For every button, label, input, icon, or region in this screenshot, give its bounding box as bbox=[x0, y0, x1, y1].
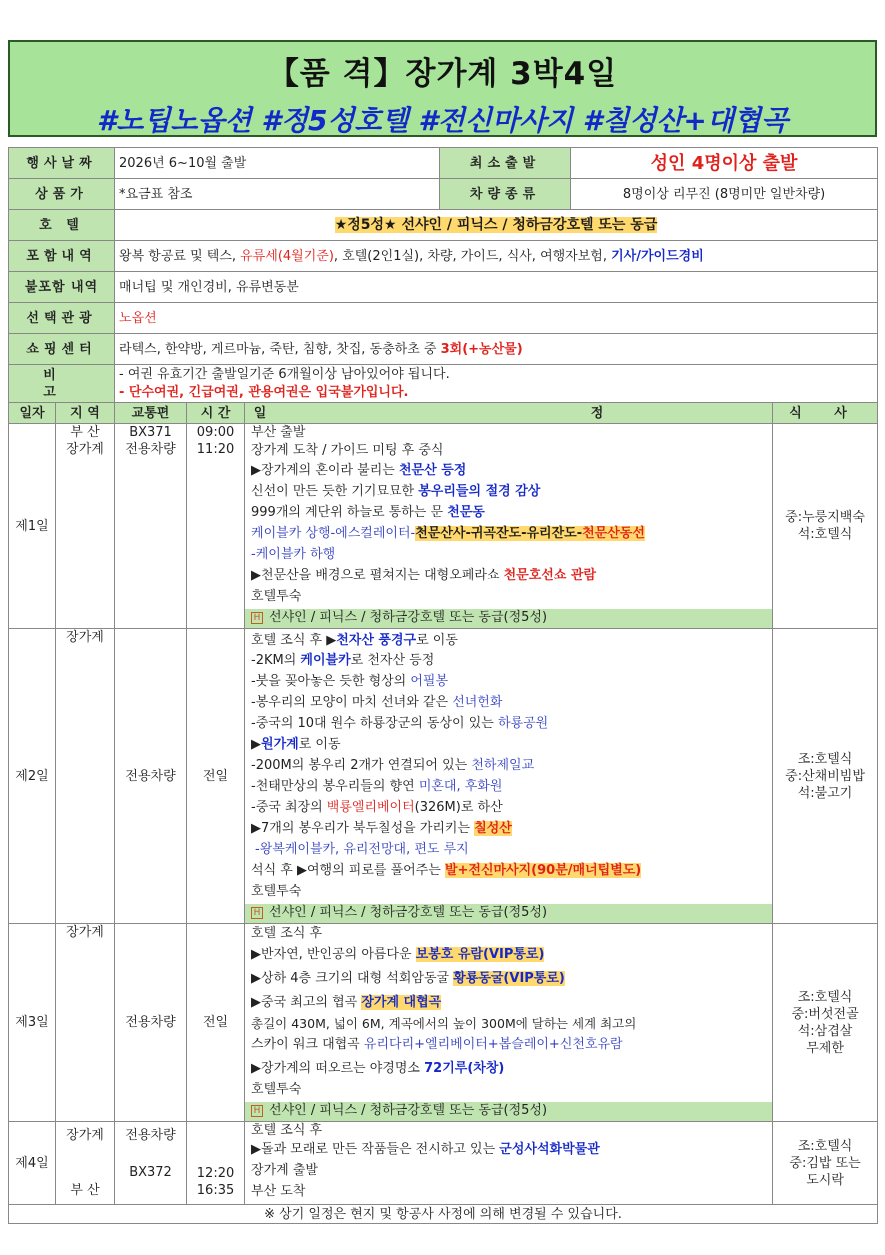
d1-line bbox=[251, 504, 766, 525]
col-time: 시 간 bbox=[187, 403, 245, 424]
info-row-note bbox=[9, 365, 878, 403]
d2-line bbox=[251, 652, 766, 673]
d4-line bbox=[251, 1141, 766, 1162]
highlight: 보봉호 유람(VIP통로) bbox=[415, 947, 545, 962]
d1-line bbox=[251, 483, 766, 504]
day-2-schedule bbox=[245, 629, 773, 924]
info-row-excluded bbox=[9, 272, 878, 303]
hotel-icon: H bbox=[251, 907, 263, 919]
text: -중국의 10대 원수 하룡장군의 동상이 있는 bbox=[251, 716, 498, 731]
day-3-row bbox=[9, 924, 878, 1122]
highlight: 하룡공원 bbox=[497, 716, 549, 731]
included-value bbox=[115, 241, 878, 272]
note-2: - 단수여권, 긴급여권, 관용여권은 입국불가입니다. bbox=[119, 384, 409, 400]
hotel-label: 호 텔 bbox=[9, 210, 115, 241]
day-3-hotel bbox=[245, 1102, 772, 1121]
day-1-schedule bbox=[245, 424, 773, 629]
shopping-text: 라텍스, 한약방, 게르마늄, 죽탄, 침향, 찻집, 동충하초 중 bbox=[119, 341, 441, 357]
day-1-hotel bbox=[245, 609, 772, 628]
highlight: 케이블카 bbox=[300, 653, 351, 668]
included-text: 왕복 항공료 및 텍스, bbox=[119, 248, 241, 264]
day-2-vehicle: 전용차량 bbox=[115, 629, 187, 924]
hotel-value: ★정5성★ 선샤인 / 피닉스 / 청하금강호텔 또는 동급 bbox=[334, 216, 658, 233]
highlight: 미혼대, 후화원 bbox=[418, 779, 503, 794]
min-label: 최소출발 bbox=[440, 148, 571, 179]
day-4-schedule bbox=[245, 1122, 773, 1205]
d2-line bbox=[251, 778, 766, 799]
text: 신선이 만든 듯한 기기묘묘한 bbox=[251, 484, 419, 499]
day-3-time: 전일 bbox=[187, 924, 245, 1122]
text: 로 이동 bbox=[416, 633, 458, 648]
day-3-schedule bbox=[245, 924, 773, 1122]
text: 호텔 조식 후 ▶ bbox=[251, 633, 337, 648]
day-1-time-2: 11:20 bbox=[196, 442, 235, 457]
text: -붓을 꽂아놓은 듯한 형상의 bbox=[251, 674, 411, 689]
day-1-label: 제1일 bbox=[9, 424, 56, 629]
d1-line: 호텔투숙 bbox=[251, 589, 302, 604]
day-2-meal-3: 석:불고기 bbox=[797, 785, 853, 801]
day-4-meal-1: 조:호텔식 bbox=[797, 1138, 853, 1154]
d1-line bbox=[251, 525, 766, 546]
highlight: 봉우리들의 절경 감상 bbox=[418, 484, 541, 499]
excluded-label: 불포함 내역 bbox=[9, 272, 115, 303]
d1-line: 장가계 도착 / 가이드 미팅 후 중식 bbox=[251, 443, 444, 458]
d2-line: 호텔투숙 bbox=[251, 884, 302, 899]
day-1-meal-2: 석:호텔식 bbox=[797, 527, 853, 542]
col-meal: 식 사 bbox=[773, 403, 878, 424]
day-1-flight: BX371 bbox=[129, 425, 172, 440]
text: -봉우리의 모양이 마치 선녀와 같은 bbox=[251, 695, 453, 710]
info-row-hotel bbox=[9, 210, 878, 241]
highlight: 어필봉 bbox=[410, 674, 449, 689]
text: (326M)로 하산 bbox=[414, 800, 503, 815]
d4-line: 장가계 출발 bbox=[251, 1163, 318, 1178]
d2-line bbox=[251, 820, 766, 841]
day-2-time: 전일 bbox=[187, 629, 245, 924]
highlight: 천문산 등정 bbox=[399, 463, 467, 478]
text: -천태만상의 봉우리들의 향연 bbox=[251, 779, 419, 794]
vehicle-label: 차량종류 bbox=[440, 179, 571, 210]
hotel-text: 선샤인 / 피닉스 / 청하금강호텔 또는 동급(정5성) bbox=[269, 905, 548, 920]
d3-line bbox=[251, 943, 766, 967]
day-1-row bbox=[9, 424, 878, 629]
day-2-region: 장가계 bbox=[56, 629, 115, 924]
date-label: 행사날짜 bbox=[9, 148, 115, 179]
day-1-region-1: 부 산 bbox=[70, 425, 100, 440]
d1-line bbox=[251, 462, 766, 483]
text: 999개의 계단위 하늘로 통하는 문 bbox=[251, 505, 448, 520]
day-1-time-1: 09:00 bbox=[196, 425, 235, 440]
day-3-label: 제3일 bbox=[9, 924, 56, 1122]
title-banner bbox=[8, 40, 877, 137]
highlight: 군성사석화박물관 bbox=[499, 1142, 600, 1157]
day-4-label: 제4일 bbox=[9, 1122, 56, 1205]
info-row-option bbox=[9, 303, 878, 334]
day-3-meal-3: 석:삼겹살 bbox=[797, 1023, 853, 1039]
d2-line bbox=[251, 736, 766, 757]
day-4-flight: BX372 bbox=[129, 1165, 172, 1180]
d2-line bbox=[251, 629, 766, 652]
info-row-included bbox=[9, 241, 878, 272]
d3-line bbox=[251, 1036, 766, 1057]
included-fuel: 유류세(4월기준) bbox=[240, 248, 334, 264]
text: 로 이동 bbox=[298, 737, 341, 752]
day-4-row bbox=[9, 1122, 878, 1205]
day-4-vehicle: 전용차량 bbox=[125, 1128, 176, 1143]
d2-line: -왕복케이블카, 유리전망대, 편도 루지 bbox=[255, 842, 469, 857]
note-label: 비 고 bbox=[9, 365, 115, 403]
col-day: 일자 bbox=[9, 403, 56, 424]
text: 스카이 워크 대협곡 bbox=[251, 1037, 364, 1052]
day-2-row bbox=[9, 629, 878, 924]
highlight: 천문산동선 bbox=[582, 526, 645, 541]
highlight: 72기루(차창) bbox=[424, 1061, 505, 1076]
included-guide-fee: 기사/가이드경비 bbox=[611, 248, 704, 264]
d1-line bbox=[251, 567, 766, 588]
day-1-region-2: 장가계 bbox=[66, 442, 104, 457]
highlight: 천문산사-귀곡잔도-유리잔도- bbox=[415, 526, 583, 541]
highlight: 천하제일교 bbox=[471, 758, 535, 773]
itinerary-table bbox=[8, 147, 878, 1224]
price-value: *요금표 참조 bbox=[115, 179, 440, 210]
day-4-meal-2: 중:김밥 또는 bbox=[789, 1155, 861, 1171]
d4-line: 호텔 조식 후 bbox=[251, 1123, 323, 1138]
day-2-meal-1: 조:호텔식 bbox=[797, 751, 853, 767]
day-1-meal-1: 중:누룽지백숙 bbox=[785, 510, 865, 525]
highlight: 발+전신마사지(90분/매너팁별도) bbox=[444, 863, 642, 878]
shopping-count: 3회(+농산물) bbox=[440, 341, 523, 357]
day-3-meal-1: 조:호텔식 bbox=[797, 989, 853, 1005]
page-title: 【품 격】장가계 3박4일 bbox=[267, 56, 618, 92]
footer-row bbox=[9, 1205, 878, 1224]
text: 석식 후 ▶여행의 피로를 풀어주는 bbox=[251, 863, 445, 878]
highlight: 백룡엘리베이터 bbox=[326, 800, 415, 815]
day-4-time-2: 16:35 bbox=[196, 1182, 235, 1198]
date-value: 2026년 6~10월 출발 bbox=[115, 148, 440, 179]
text: ▶천문산을 배경으로 펼쳐지는 대형오페라쇼 bbox=[251, 568, 504, 583]
info-row-shopping bbox=[9, 334, 878, 365]
d1-line: -케이블카 하행 bbox=[251, 547, 336, 562]
day-2-meal-2: 중:산채비빔밥 bbox=[785, 768, 865, 784]
vehicle-value: 8명이상 리무진 (8명미만 일반차량) bbox=[571, 179, 878, 210]
option-label: 선택관광 bbox=[9, 303, 115, 334]
text: 로 천자산 등정 bbox=[350, 653, 435, 668]
day-4-region-1: 장가계 bbox=[66, 1128, 104, 1143]
d2-line bbox=[251, 694, 766, 715]
hotel-text: 선샤인 / 피닉스 / 청하금강호텔 또는 동급(정5성) bbox=[269, 610, 548, 625]
col-region: 지 역 bbox=[56, 403, 115, 424]
note-1: - 여권 유효기간 출발일기준 6개월이상 남아있어야 됩니다. bbox=[119, 366, 450, 382]
text: -중국 최장의 bbox=[251, 800, 327, 815]
d2-line bbox=[251, 862, 766, 883]
day-3-vehicle: 전용차량 bbox=[115, 924, 187, 1122]
highlight: 천자산 풍경구 bbox=[336, 633, 417, 648]
text: ▶ bbox=[251, 737, 262, 752]
d3-line bbox=[251, 967, 766, 991]
highlight: 원가계 bbox=[261, 737, 299, 752]
text: ▶반자연, 반인공의 아름다운 bbox=[251, 947, 416, 962]
text: -200M의 봉우리 2개가 연결되어 있는 bbox=[251, 758, 472, 773]
text: ▶7개의 봉우리가 북두칠성을 가리키는 bbox=[251, 821, 475, 836]
d2-line bbox=[251, 757, 766, 778]
column-headers bbox=[9, 403, 878, 424]
day-1-vehicle: 전용차량 bbox=[125, 442, 176, 457]
d3-line: 호텔투숙 bbox=[251, 1082, 302, 1097]
d1-line: 부산 출발 bbox=[251, 425, 306, 440]
d2-line bbox=[251, 715, 766, 736]
shopping-label: 쇼핑센터 bbox=[9, 334, 115, 365]
d2-line bbox=[251, 673, 766, 694]
day-2-label: 제2일 bbox=[9, 629, 56, 924]
col-schedule: 일 정 bbox=[245, 403, 773, 424]
col-transport: 교통편 bbox=[115, 403, 187, 424]
hotel-icon: H bbox=[251, 1105, 263, 1117]
day-3-meal-4: 무제한 bbox=[806, 1040, 844, 1056]
footer-note: ※ 상기 일정은 현지 및 항공사 사정에 의해 변경될 수 있습니다. bbox=[9, 1205, 878, 1224]
day-2-hotel bbox=[245, 904, 772, 923]
text: ▶장가계의 떠오르는 야경명소 bbox=[251, 1061, 425, 1076]
min-value: 성인 4명이상 출발 bbox=[650, 152, 798, 174]
d2-line bbox=[251, 799, 766, 820]
highlight: 장가계 대협곡 bbox=[361, 995, 442, 1010]
day-4-region-2: 부 산 bbox=[70, 1183, 100, 1198]
option-value: 노옵션 bbox=[115, 303, 878, 334]
text: -2KM의 bbox=[251, 653, 301, 668]
text: 케이블카 상행-에스컬레이터- bbox=[251, 526, 416, 541]
highlight: 유리다리+엘리베이터+봅슬레이+신천호유람 bbox=[363, 1037, 623, 1052]
hotel-text: 선샤인 / 피닉스 / 청하금강호텔 또는 동급(정5성) bbox=[269, 1103, 548, 1118]
text: ▶돌과 모래로 만든 작품들은 전시하고 있는 bbox=[251, 1142, 500, 1157]
text: ▶중국 최고의 협곡 bbox=[251, 995, 362, 1010]
text: ▶상하 4층 크기의 대형 석회암동굴 bbox=[251, 971, 454, 986]
day-4-time-1: 12:20 bbox=[196, 1165, 235, 1181]
highlight: 황룡동굴(VIP통로) bbox=[453, 971, 565, 986]
d4-line: 부산 도착 bbox=[251, 1184, 306, 1199]
price-label: 상품가 bbox=[9, 179, 115, 210]
text: ▶장가계의 혼이라 불리는 bbox=[251, 463, 399, 478]
day-4-meal-3: 도시락 bbox=[806, 1172, 844, 1188]
info-row-price bbox=[9, 179, 878, 210]
highlight: 천문동 bbox=[447, 505, 485, 520]
info-row-date bbox=[9, 148, 878, 179]
d3-line bbox=[251, 1057, 766, 1081]
highlight: 천문호선쇼 관람 bbox=[503, 568, 597, 583]
d3-line: 총길이 430M, 넓이 6M, 계곡에서의 높이 300M에 달하는 세계 최고의 bbox=[251, 1016, 637, 1031]
d3-line: 호텔 조식 후 bbox=[251, 926, 323, 941]
page-subtitle: #노팁노옵션 #정5성호텔 #전신마사지 #칠성산+대협곡 bbox=[96, 104, 789, 137]
included-text2: , 호텔(2인1실), 차량, 가이드, 식사, 여행자보험, bbox=[333, 248, 612, 264]
day-3-region: 장가계 bbox=[56, 924, 115, 1122]
hotel-icon: H bbox=[251, 612, 263, 624]
included-label: 포함내역 bbox=[9, 241, 115, 272]
excluded-value: 매너팁 및 개인경비, 유류변동분 bbox=[115, 272, 878, 303]
highlight: 칠성산 bbox=[474, 821, 512, 836]
d3-line bbox=[251, 991, 766, 1015]
highlight: 선녀헌화 bbox=[452, 695, 503, 710]
day-3-meal-2: 중:버섯전골 bbox=[791, 1006, 859, 1022]
shopping-value bbox=[115, 334, 878, 365]
